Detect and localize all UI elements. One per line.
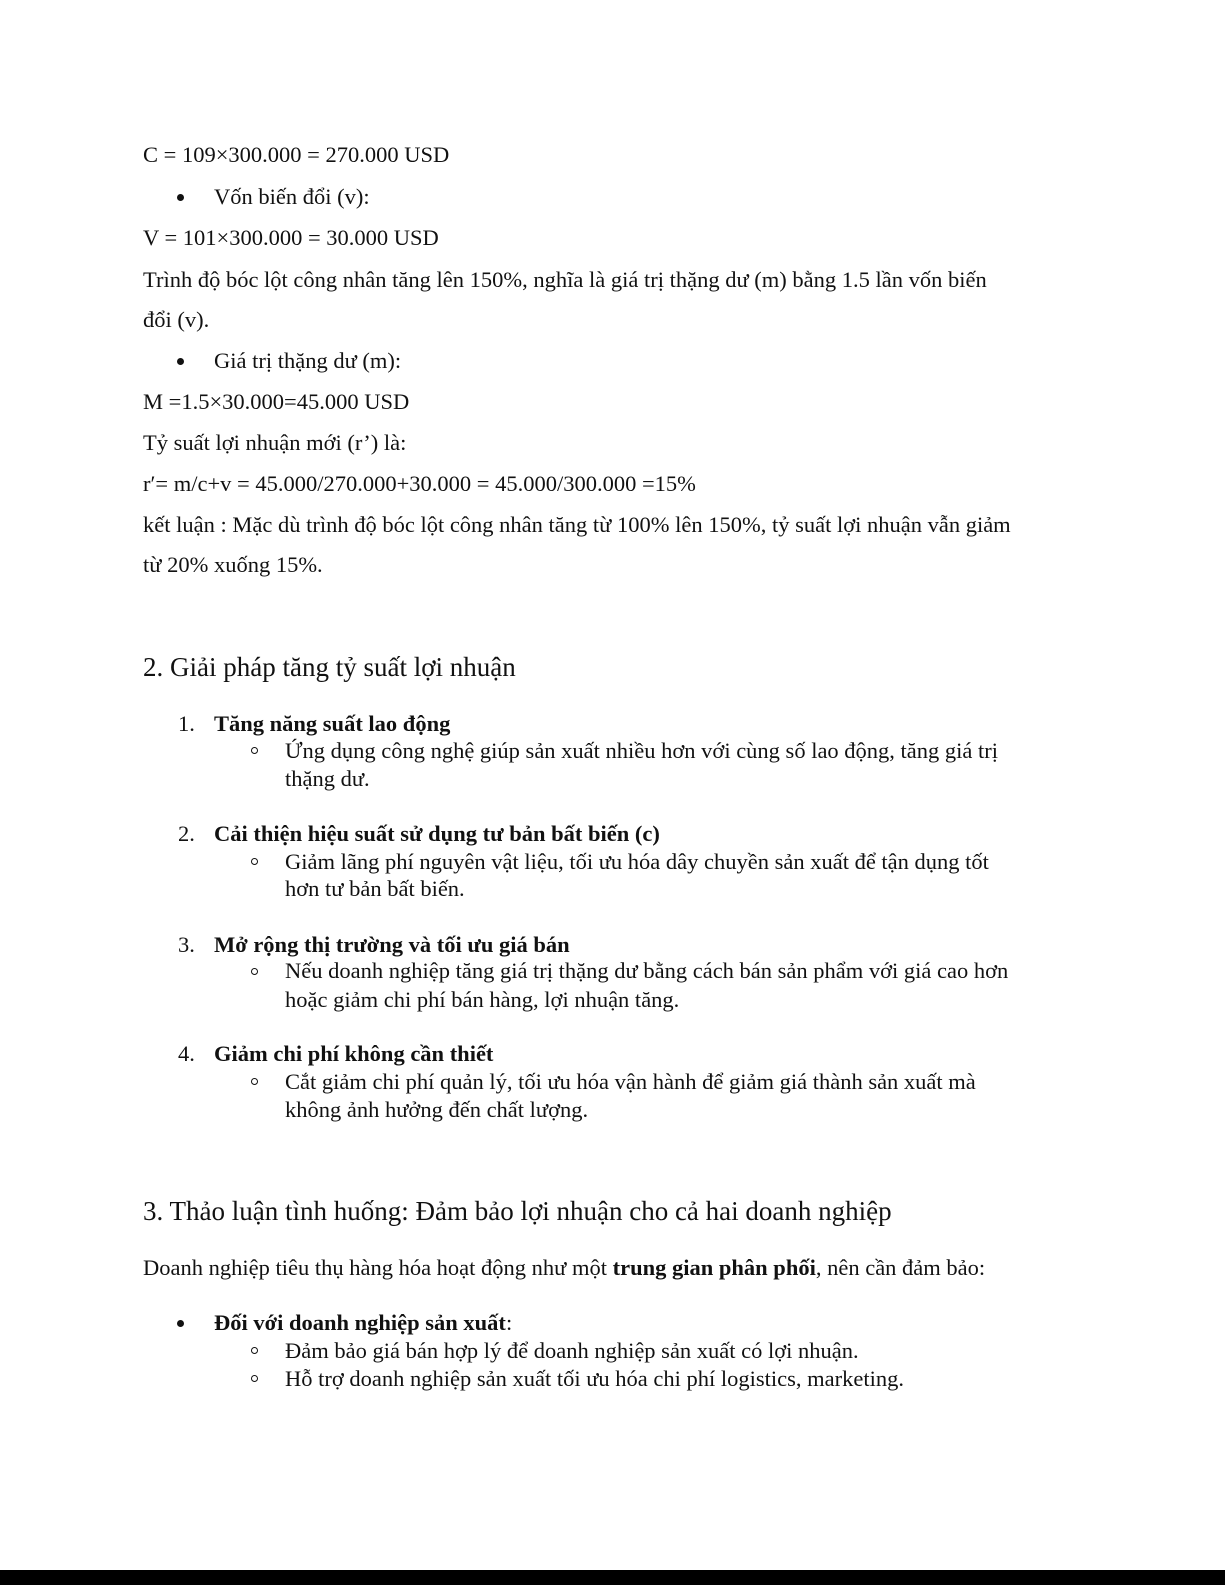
list-number: 2. (178, 821, 195, 846)
rate-label: Tỷ suất lợi nhuận mới (r’) là: (143, 430, 407, 455)
c-formula: C = 109×300.000 = 270.000 USD (143, 142, 450, 167)
list-item-sub-line2: không ảnh hưởng đến chất lượng. (285, 1097, 589, 1122)
list-item-sub-line1: Cắt giảm chi phí quản lý, tối ưu hóa vận hành để giảm giá thành sản xuất mà (285, 1069, 976, 1094)
circle-bullet-icon (251, 968, 258, 975)
list-item-title-text: Mở rộng thị trường và tối ưu giá bán (214, 932, 570, 957)
list-item-sub-line2: hoặc giảm chi phí bán hàng, lợi nhuận tăng. (285, 987, 680, 1012)
intro-text: Doanh nghiệp tiêu thụ hàng hóa hoạt động như một (143, 1255, 613, 1280)
circle-bullet-icon (251, 1375, 258, 1382)
circle-bullet-icon (251, 1078, 258, 1085)
list-item-title (214, 931, 570, 959)
rate-formula: r′= m/c+v = 45.000/270.000+30.000 = 45.000/300.000 =15% (143, 471, 696, 496)
bullet-dot-icon (177, 1320, 184, 1327)
intro-bold-text: trung gian phân phối (612, 1255, 816, 1280)
list-item-title-text: Tăng năng suất lao động (214, 711, 451, 736)
list-item-title (214, 1040, 493, 1068)
m-formula: M =1.5×30.000=45.000 USD (143, 389, 410, 414)
intro-tail-text: , nên cần đảm bảo: (815, 1255, 986, 1280)
conclusion-line1: kết luận : Mặc dù trình độ bóc lột công nhân tăng từ 100% lên 150%, tỷ suất lợi nhuận vẫn giảm (143, 512, 1011, 537)
section3-intro (143, 1254, 985, 1282)
section3-heading: 3. Thảo luận tình huống: Đảm bảo lợi nhuận cho cả hai doanh nghiệp (143, 1196, 892, 1226)
bullet-m-label: Giá trị thặng dư (m): (214, 348, 402, 373)
v-formula: V = 101×300.000 = 30.000 USD (143, 225, 439, 250)
bullet-dot-icon (177, 194, 184, 201)
producer-sub-item: Hỗ trợ doanh nghiệp sản xuất tối ưu hóa chi phí logistics, marketing. (285, 1366, 904, 1391)
circle-bullet-icon (251, 747, 258, 754)
section2-heading: 2. Giải pháp tăng tỷ suất lợi nhuận (143, 652, 516, 682)
bullet-dot-icon (177, 358, 184, 365)
list-number: 3. (178, 932, 195, 957)
producer-bullet-colon: : (505, 1310, 513, 1335)
list-item-sub-line1: Ứng dụng công nghệ giúp sản xuất nhiều hơn với cùng số lao động, tăng giá trị (285, 738, 999, 763)
producer-sub-item: Đảm bảo giá bán hợp lý để doanh nghiệp sản xuất có lợi nhuận. (285, 1338, 859, 1363)
list-item-title (214, 820, 660, 848)
list-item-title (214, 710, 450, 738)
page-bottom-border (0, 1570, 1225, 1585)
list-number: 1. (178, 711, 195, 736)
list-item-sub-line2: thặng dư. (285, 766, 370, 791)
list-item-sub-line1: Giảm lãng phí nguyên vật liệu, tối ưu hóa dây chuyền sản xuất để tận dụng tốt (285, 849, 989, 874)
producer-bullet (214, 1309, 512, 1337)
circle-bullet-icon (251, 1347, 258, 1354)
circle-bullet-icon (251, 858, 258, 865)
list-item-sub-line2: hơn tư bản bất biến. (285, 876, 465, 901)
list-item-title-text: Cải thiện hiệu suất sử dụng tư bản bất biến (c) (214, 821, 660, 846)
list-number: 4. (178, 1041, 195, 1066)
exploitation-paragraph-line1: Trình độ bóc lột công nhân tăng lên 150%, nghĩa là giá trị thặng dư (m) bằng 1.5 lần vốn biến (143, 267, 987, 292)
list-item-sub-line1: Nếu doanh nghiệp tăng giá trị thặng dư bằng cách bán sản phẩm với giá cao hơn (285, 958, 1009, 983)
list-item-title-text: Giảm chi phí không cần thiết (214, 1041, 494, 1066)
bullet-v-label: Vốn biến đổi (v): (214, 184, 370, 209)
producer-bullet-title: Đối với doanh nghiệp sản xuất (214, 1310, 506, 1335)
exploitation-paragraph-line2: đổi (v). (143, 307, 210, 332)
conclusion-line2: từ 20% xuống 15%. (143, 552, 323, 577)
